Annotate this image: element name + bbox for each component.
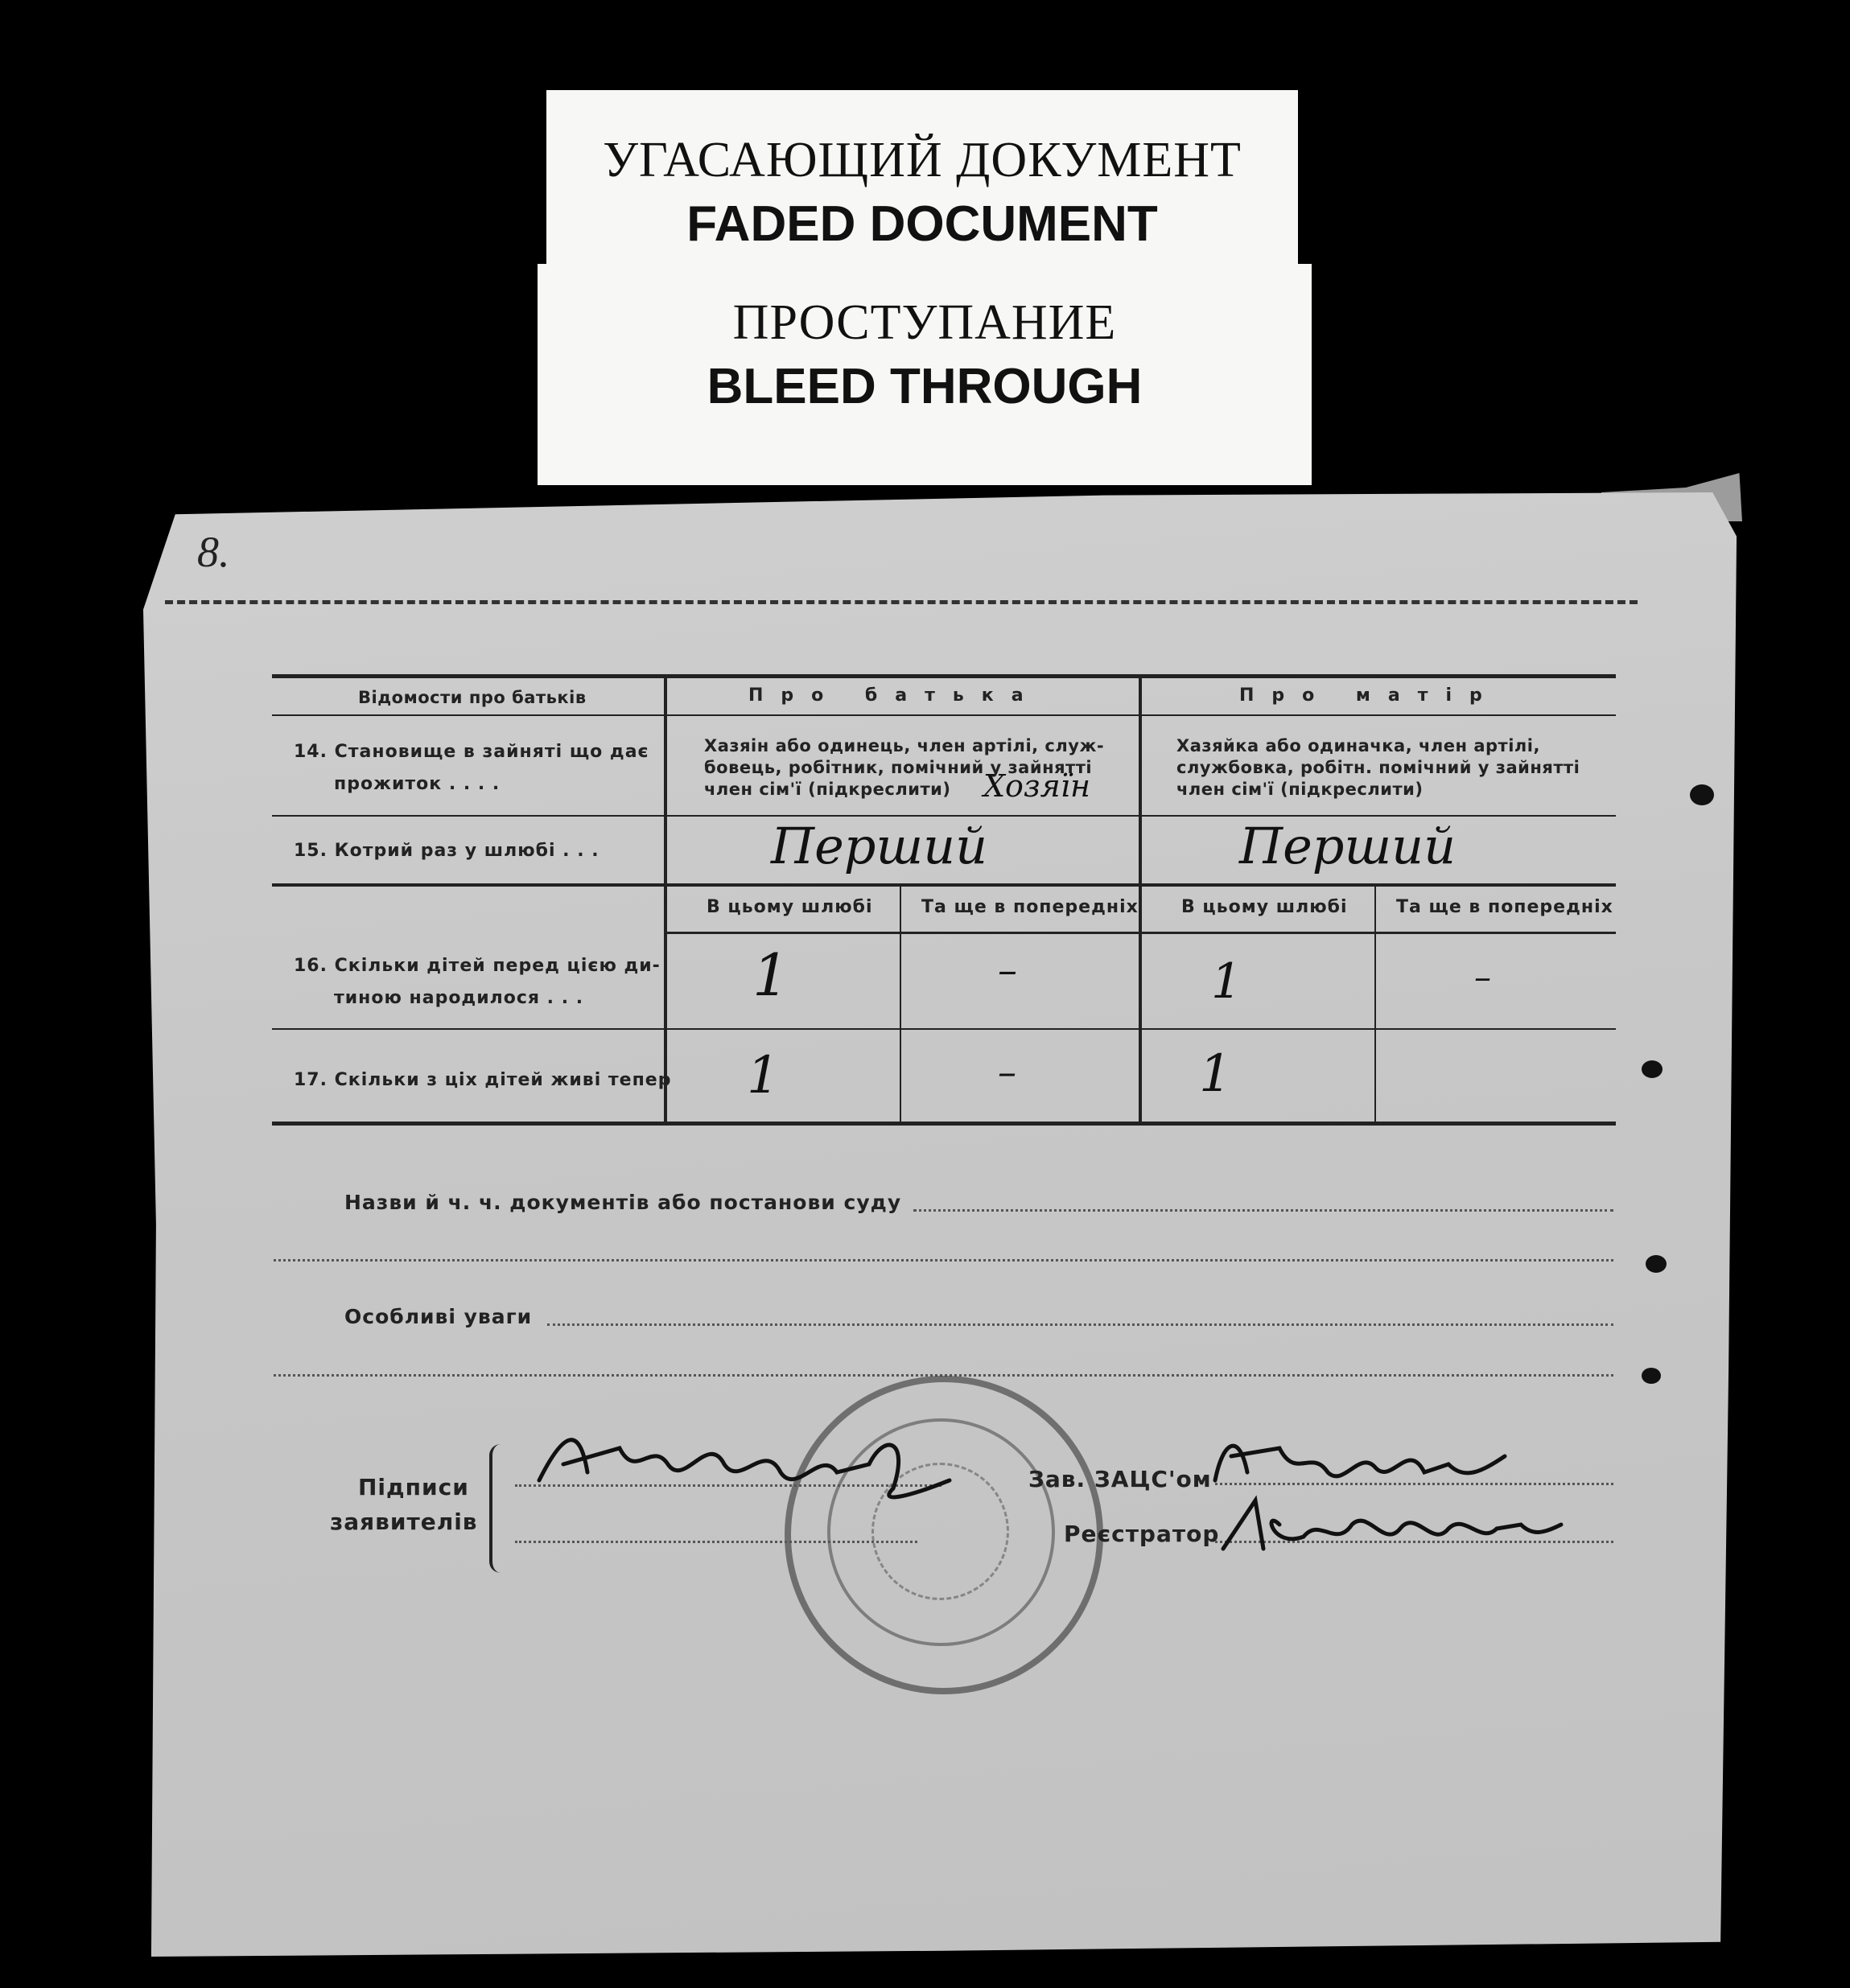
applicant-signature: [531, 1416, 982, 1513]
mother-sub-divider: [1374, 887, 1376, 1124]
head-zags-label: Зав. ЗАЦС'ом: [1028, 1466, 1212, 1492]
signature-bracket: [489, 1444, 509, 1573]
subheader-mother-previous: Та ще в попередніх: [1396, 897, 1613, 917]
bleed-through-label: [538, 264, 1312, 485]
registrar-signature: [1215, 1492, 1569, 1557]
table-bottom-rule: [272, 1122, 1616, 1126]
binding-hole: [1642, 1368, 1661, 1384]
documents-dotted-line-1: [913, 1209, 1613, 1212]
faded-document-label: [546, 90, 1298, 271]
header-parents-info: Відомости про батьків: [358, 688, 587, 707]
applicants-signatures-label-2: заявителів: [330, 1508, 478, 1535]
header-about-father: Про батька: [748, 685, 1041, 706]
perforation-line: [165, 600, 1638, 604]
row14-mother-line1: Хазяйка або одиначка, член артілі,: [1176, 736, 1540, 755]
table-top-rule: [272, 674, 1616, 678]
row14-label-line1: 14. Становище в зайняті що дає: [294, 742, 649, 762]
bleed-label-ru: ПРОСТУПАНИЕ: [732, 295, 1117, 350]
notes-label: Особливі уваги: [344, 1305, 533, 1328]
row14-mother-line3: член сім'ї (підкреслити): [1176, 780, 1424, 799]
row16-father-this-value: 1: [752, 941, 789, 1009]
head-signature: [1207, 1424, 1513, 1496]
subheader-father-this: В цьому шлюбі: [707, 897, 873, 917]
faded-label-ru: УГАСАЮЩИЙ ДОКУМЕНТ: [603, 133, 1242, 187]
col1-divider: [664, 678, 667, 1124]
row14-father-handwritten: Хозяїн: [983, 768, 1090, 804]
page-number: 8.: [197, 528, 230, 576]
row16-label-line2: тиною народилося . . .: [334, 988, 584, 1008]
row16-bottom-rule: [272, 1028, 1616, 1030]
binding-hole: [1690, 784, 1714, 805]
row15-bottom-rule: [272, 883, 1616, 887]
row14-mother-line2: службовка, робітн. помічний у зайнятті: [1176, 758, 1580, 777]
registrar-label: Реєстратор: [1064, 1521, 1220, 1547]
row17-mother-this-value: 1: [1199, 1044, 1232, 1104]
binding-hole: [1642, 1060, 1663, 1078]
row16-label-line1: 16. Скільки дітей перед цією ди-: [294, 956, 661, 976]
binding-hole: [1646, 1255, 1667, 1273]
row14-father-line1: Хазяін або одинець, член артілі, служ-: [704, 736, 1105, 755]
row15-mother-handwritten: Перший: [1239, 817, 1457, 875]
row14-label-line2: прожиток . . . .: [334, 774, 501, 794]
form-paper: [143, 492, 1745, 1957]
row17-father-this-value: 1: [747, 1046, 780, 1105]
row14-father-line2: бовець, робітник, помічний у зайнятті: [704, 758, 1093, 777]
row16-mother-this-value: 1: [1211, 953, 1242, 1010]
header-about-mother: Про матір: [1239, 685, 1500, 706]
notes-dotted-line-1: [547, 1323, 1613, 1326]
father-sub-divider: [900, 887, 901, 1124]
documents-label: Назви й ч. ч. документів або постанови суду: [344, 1191, 902, 1214]
subheader-father-previous: Та ще в попередніх: [921, 897, 1139, 917]
row16-father-previous-value: –: [998, 948, 1017, 993]
row15-father-handwritten: Перший: [771, 817, 988, 875]
row16-mother-previous-value: –: [1474, 957, 1491, 997]
row17-label: 17. Скільки з ціх дітей живі тепер: [294, 1070, 672, 1090]
applicant-signature-line-2: [515, 1541, 917, 1543]
table-header-rule: [272, 714, 1616, 716]
bleed-label-en: BLEED THROUGH: [707, 359, 1143, 414]
applicants-signatures-label-1: Підписи: [358, 1474, 469, 1500]
col-father-mother-divider: [1139, 678, 1142, 1124]
documents-dotted-line-2: [274, 1259, 1613, 1262]
row15-label: 15. Котрий раз у шлюбі . . .: [294, 841, 599, 861]
row17-father-previous-value: –: [998, 1050, 1016, 1093]
subheader-mother-this: В цьому шлюбі: [1181, 897, 1348, 917]
faded-label-en: FADED DOCUMENT: [686, 196, 1158, 252]
row14-father-line3: член сім'ї (підкреслити): [704, 780, 951, 799]
